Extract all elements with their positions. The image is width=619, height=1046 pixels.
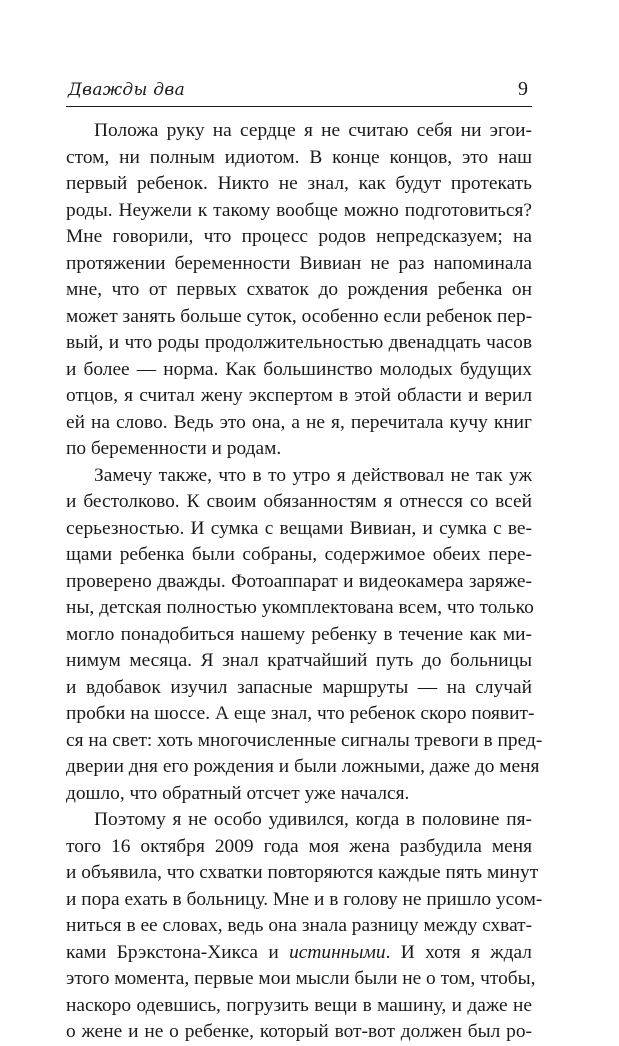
text-line: нимум месяца. Я знал кратчайший путь до больницы bbox=[66, 650, 532, 671]
text-line: и пора ехать в больницу. Мне и в голову не пришло усом- bbox=[66, 888, 543, 910]
text-line: дверии дня его рождения и были ложными, даже до меня bbox=[66, 756, 540, 777]
paragraph-3 bbox=[66, 807, 543, 1046]
text-line: протяжении беременности Вивиан не раз напоминала bbox=[66, 252, 532, 274]
text-line: Замечу также, что в то утро я действовал не так уж bbox=[94, 464, 532, 486]
text-line: пробки на шоссе. А еще знал, что ребенок скоро появит- bbox=[66, 703, 535, 724]
text-line: дошло, что обратный отсчет уже начался. bbox=[66, 782, 410, 804]
paragraph-1 bbox=[66, 118, 532, 463]
text-line: и более — норма. Как большинство молодых будущих bbox=[66, 358, 532, 380]
text-line: роды. Неужели к такому вообще можно подготовиться? bbox=[66, 199, 532, 221]
text-line-with-italic bbox=[66, 940, 532, 967]
text-line: могло понадобиться нашему ребенку в течение как ми- bbox=[66, 623, 532, 645]
text-line: ей на слово. Ведь это она, а не я, перечитала кучу книг bbox=[66, 411, 532, 433]
body-text bbox=[66, 118, 543, 1046]
text-line: отцов, я считал жену экспертом в этой области и верил bbox=[66, 385, 532, 406]
text-line: стом, ни полным идиотом. В конце концов, это наш bbox=[66, 146, 532, 168]
text-line: по беременности и родам. bbox=[66, 438, 282, 459]
text-run: . И хотя я ждал bbox=[385, 941, 532, 963]
page-number: 9 bbox=[518, 78, 528, 100]
italic-text-run: истинными bbox=[289, 941, 386, 963]
text-line: может занять больше суток, особенно если ребенок пер- bbox=[66, 305, 533, 327]
text-line: вый, и что роды продолжительностью двенадцать часов bbox=[66, 332, 532, 353]
text-line: Положа руку на сердце я не считаю себя ни эгои- bbox=[94, 120, 532, 141]
paragraph-2 bbox=[66, 463, 543, 808]
text-line: первый ребенок. Никто не знал, как будут протекать bbox=[66, 173, 532, 194]
text-line: этого момента, первые мои мысли были не о том, чтобы, bbox=[66, 968, 536, 989]
text-line: щами ребенка были собраны, содержимое обеих пере- bbox=[66, 544, 532, 565]
text-line: того 16 октября 2009 года моя жена разбудила меня bbox=[66, 835, 532, 857]
text-line: и вдобавок изучил запасные маршруты — на случай bbox=[66, 676, 532, 698]
text-line: ны, детская полностью укомплектована всем, что только bbox=[66, 597, 534, 618]
text-line: и бестолково. К своим обязанностям я отнесся со всей bbox=[66, 491, 532, 512]
text-line: ся на свет: хоть многочисленные сигналы тревоги в пред- bbox=[66, 729, 543, 751]
text-line: и объявила, что схватки повторяются каждые пять минут bbox=[66, 862, 539, 883]
text-line: серьезностью. И сумка с вещами Вивиан, и сумка с ве- bbox=[66, 517, 532, 539]
text-line: наскоро одевшись, погрузить вещи в машину, и даже не bbox=[66, 994, 532, 1016]
running-header bbox=[66, 76, 532, 107]
text-line: ниться в ее словах, ведь она знала разницу между схват- bbox=[66, 915, 533, 936]
text-line: Мне говорили, что процесс родов непредсказуем; на bbox=[66, 226, 532, 247]
running-title: Дважды два bbox=[68, 80, 186, 100]
text-run: ками Брэкстона-Хикса и bbox=[66, 941, 290, 963]
text-line: Поэтому я не особо удивился, когда в половине пя- bbox=[94, 809, 532, 830]
text-line: о жене и не о ребенке, который вот-вот должен был ро- bbox=[66, 1021, 532, 1042]
text-line: мне, что от первых схваток до рождения ребенка он bbox=[66, 279, 532, 300]
text-line: проверено дважды. Фотоаппарат и видеокамера заряже- bbox=[66, 570, 532, 592]
